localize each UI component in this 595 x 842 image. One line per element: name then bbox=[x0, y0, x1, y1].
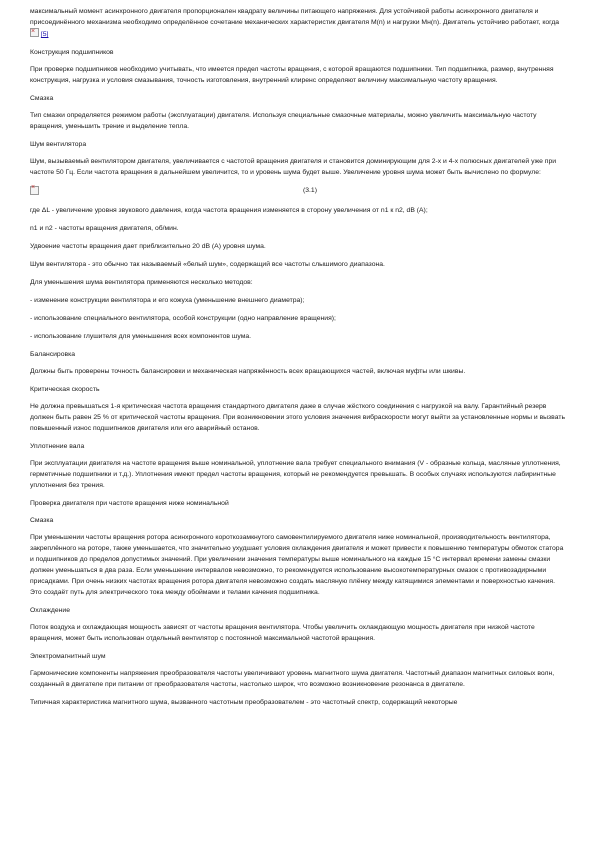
section-heading: Смазка bbox=[30, 95, 54, 102]
formula-image-icon[interactable] bbox=[30, 186, 39, 195]
section-heading: Смазка bbox=[30, 517, 54, 524]
section-heading: Критическая скорость bbox=[30, 386, 100, 393]
section-paragraph: - изменение конструкции вентилятора и его кожуха (уменьшение внешнего диаметра); bbox=[30, 297, 305, 304]
section bbox=[30, 651, 566, 708]
sections-before-formula bbox=[30, 47, 566, 178]
section-paragraph: n1 и n2 - частоты вращения двигателя, об/мин. bbox=[30, 225, 179, 232]
section-heading: Балансировка bbox=[30, 351, 76, 358]
formula-number: (3.1) bbox=[303, 187, 317, 194]
section bbox=[30, 498, 566, 509]
section bbox=[30, 47, 566, 86]
section-heading: Охлаждение bbox=[30, 607, 70, 614]
section-paragraph: - использование глушителя для уменьшения всех компонентов шума. bbox=[30, 333, 252, 340]
section bbox=[30, 384, 566, 434]
section-heading: Проверка двигателя при частоте вращения ниже номинальной bbox=[30, 500, 229, 507]
section-paragraph: Гармонические компоненты напряжения преобразователя частоты увеличивают уровень магнитного шума двигателя. Частотный диапазон магнитных силовых волн, созданный в двигателе при питании от преобразователя частоты, настолько широк, что возможно возникновение резонанса в двигателе. bbox=[30, 670, 555, 688]
section-paragraph: Должны быть проверены точность балансировки и механическая напряжённость всех вращающихся частей, включая муфты или шкивы. bbox=[30, 368, 466, 375]
section-heading: Конструкция подшипников bbox=[30, 49, 114, 56]
section-paragraph: Удвоение частоты вращения дает приблизительно 20 dB (A) уровня шума. bbox=[30, 243, 266, 250]
section-paragraph: Типичная характеристика магнитного шума, вызванного частотным преобразователем - это частотный спектр, содержащий некоторые bbox=[30, 699, 458, 706]
section-paragraph: где ΔL - увеличение уровня звукового давления, когда частота вращения изменяется в сторону увеличения от n1 к n2, dB (A); bbox=[30, 207, 428, 214]
section bbox=[30, 139, 566, 178]
section bbox=[30, 93, 566, 132]
section-heading: Шум вентилятора bbox=[30, 141, 87, 148]
section bbox=[30, 205, 566, 342]
formula-row bbox=[30, 185, 566, 196]
section-paragraph: При проверке подшипников необходимо учитывать, что имеется предел частоты вращения, с которой вращаются подшипники. Тип подшипника, размер, внутренняя конструкция, нагрузка и условия смазывания, точность изготовления, внутренний клиренс определяют величину максимальную частоту вращения. bbox=[30, 66, 554, 84]
section-heading: Электромагнитный шум bbox=[30, 653, 106, 660]
intro-paragraph bbox=[30, 6, 566, 40]
section-paragraph: Шум, вызываемый вентилятором двигателя, увеличивается с частотой вращения двигателя и становится доминирующим для 2-х и 4-х полюсных двигателей уже при частоте 50 Гц. Если частота вращения в дальнейшем увеличится, то и уровень шума будет выше. Увеличение уровня шума может быть вычислено по формуле: bbox=[30, 158, 557, 176]
section-paragraph: При уменьшении частоты вращения ротора асинхронного короткозамкнутого самовентилируемого двигателя ниже номинальной, производительность вентилятора, закреплённого на роторе, также уменьшается, что значительно ухудшает условия охлаждения двигателя и может привести к повышению температуры обмоток статора и подшипников до пределов допустимых значений. При увеличении значения температуры выше номинального на каждые 15 °С интервал времени замены смазки должен уменьшаться в два раза. Если уменьшение интервалов невозможно, то рекомендуется использование высокотемпературных смазок с противозадирными присадками. При очень низких частотах вращения ротора двигателя невозможно создать масляную плёнку между катящимися элементами и поверхностью качения. Это создаёт путь для электрического тока между обоймами и телами качения подшипника. bbox=[30, 534, 564, 596]
section bbox=[30, 605, 566, 644]
section-paragraph: - использование специального вентилятора, особой конструкции (одно направление вращения); bbox=[30, 315, 336, 322]
section bbox=[30, 349, 566, 377]
section-paragraph: При эксплуатации двигателя на частоте вращения выше номинальной, уплотнение вала требует специального внимания (V - образные кольца, масляные уплотнения, герметичные подшипники и т.д.). Уплотнения имеют предел частоты вращения, который не рекомендуется превышать. В особых случаях используются лабиринтные уплотнения без трения. bbox=[30, 460, 561, 489]
section-paragraph: Тип смазки определяется режимом работы (эксплуатации) двигателя. Используя специальные смазочные материалы, можно увеличить максимальную частоту вращения, уменьшить трение и выделение тепла. bbox=[30, 112, 537, 130]
reference-link[interactable]: [5] bbox=[40, 31, 49, 38]
section bbox=[30, 441, 566, 491]
section-paragraph: Шум вентилятора - это обычно так называемый «белый шум», содержащий все частоты слышимого диапазона. bbox=[30, 261, 385, 268]
section-heading: Уплотнение вала bbox=[30, 443, 85, 450]
intro-text: максимальный момент асинхронного двигателя пропорционален квадрату величины питающего напряжения. Для устойчивой работы асинхронного двигателя и присоединённого механизма необходимо определённое сочетание механических характеристик двигателя M(n) и нагрузки Mн(n). Двигатель устойчиво работает, когда bbox=[30, 8, 560, 26]
document-page bbox=[30, 6, 566, 715]
sections-after-formula bbox=[30, 205, 566, 708]
broken-image-icon[interactable] bbox=[30, 28, 39, 37]
section-paragraph: Поток воздуха и охлаждающая мощность зависят от частоты вращения вентилятора. Чтобы увеличить охлаждающую мощность двигателя при низкой частоте вращения, может быть использован отдельный вентилятор с постоянной максимальной частотой вращения. bbox=[30, 624, 535, 642]
section-paragraph: Для уменьшения шума вентилятора применяются несколько методов: bbox=[30, 279, 253, 286]
section bbox=[30, 515, 566, 598]
section-paragraph: Не должна превышаться 1-я критическая частота вращения стандартного двигателя даже в случае жёсткого соединения с нагрузкой на валу. Гарантийный резерв должен быть равен 25 % от критической частоты вращения. При возникновении этого условия значения вибраскорости могут выйти за установленные нормы и вызвать повышенный износ подшипников двигателя или его аварийный останов. bbox=[30, 403, 565, 432]
